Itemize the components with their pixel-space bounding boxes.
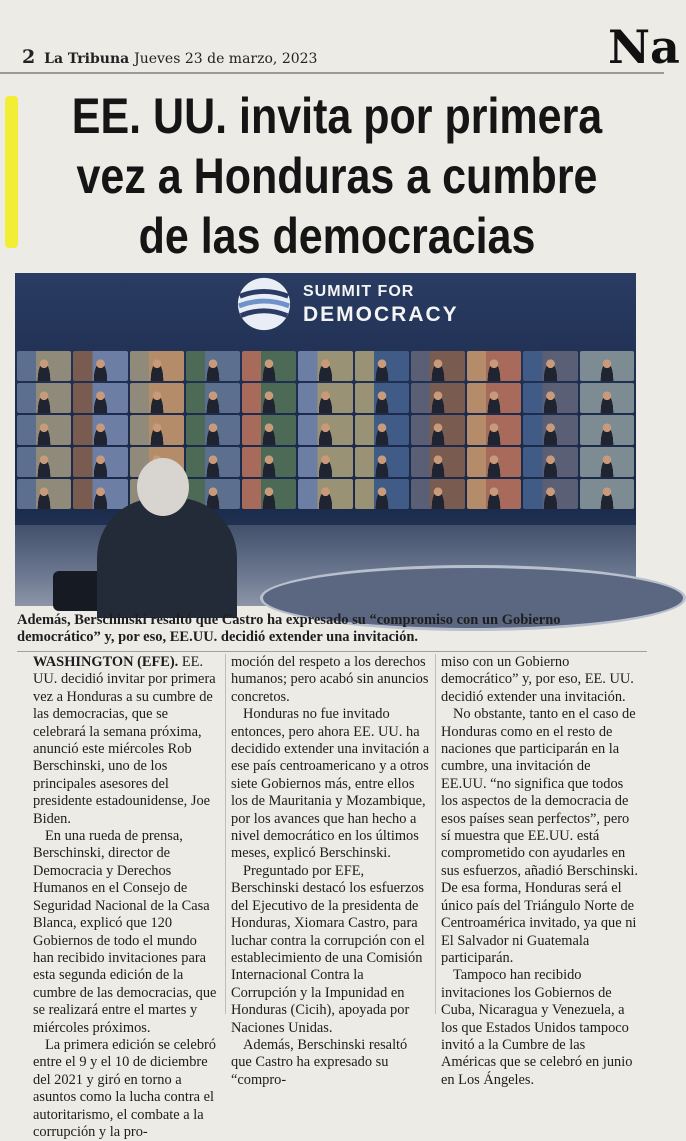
video-tile — [73, 383, 127, 413]
video-tile — [580, 447, 634, 477]
headline-line: vez a Honduras a cumbre — [76, 148, 598, 204]
video-tile — [411, 351, 465, 381]
video-tile — [523, 351, 577, 381]
video-tile — [17, 479, 71, 509]
video-tile — [242, 447, 296, 477]
paper-name: La Tribuna — [44, 51, 130, 67]
speaker-figure — [97, 498, 237, 618]
headline-line: EE. UU. invita por primera — [71, 88, 603, 144]
video-tile — [186, 447, 240, 477]
video-tile — [411, 383, 465, 413]
video-tile — [73, 351, 127, 381]
summit-banner-line2: DEMOCRACY — [303, 303, 459, 326]
video-tile — [355, 447, 409, 477]
headline — [64, 86, 609, 266]
masthead-info — [22, 46, 317, 68]
section-label: Na — [608, 20, 680, 74]
video-tile — [186, 383, 240, 413]
video-tile — [242, 383, 296, 413]
video-tile — [580, 479, 634, 509]
summit-banner — [303, 283, 459, 327]
video-tile — [467, 383, 521, 413]
video-tile — [523, 447, 577, 477]
video-tile — [411, 415, 465, 445]
article-paragraph: miso con un Gobierno democrático” y, por eso, EE. UU. decidió extender una invitación. — [441, 654, 634, 705]
video-tile — [580, 415, 634, 445]
article-paragraph: Tampoco han recibido invitaciones los Gobiernos de Cuba, Nicaragua y Venezuela, a los que Estados Unidos tampoco invitó a la Cumbre de las Américas que se celebró en junio en Los Ángeles. — [441, 967, 633, 1088]
video-tile — [523, 415, 577, 445]
video-tile — [17, 415, 71, 445]
video-tile — [580, 383, 634, 413]
video-tile — [467, 351, 521, 381]
article-text: EE. UU. decidió invitar por primera vez a Honduras a su cumbre de las democracias, que se celebrará la semana próxima, anunció este miércoles Rob Berschinski, uno de los principales asesores del presidente estadounidense, Joe Biden. — [33, 654, 216, 827]
photo-caption: Además, Berschinski resaltó que Castro ha expresado su “compromiso con un Gobierno democrático” y, por eso, EE.UU. decidió extender una invitación. — [17, 612, 561, 645]
column-rule — [225, 654, 226, 1014]
video-tile — [467, 447, 521, 477]
video-tile — [242, 415, 296, 445]
video-wall — [15, 351, 636, 509]
video-tile — [580, 351, 634, 381]
highlighter-mark — [5, 96, 18, 248]
speaker-head — [137, 458, 189, 516]
page-number: 2 — [22, 46, 36, 68]
video-tile — [242, 351, 296, 381]
video-tile — [355, 383, 409, 413]
video-tile — [130, 383, 184, 413]
article-paragraph: Honduras no fue invitado entonces, pero ahora EE. UU. ha decidido extender una invitación a ese país centroamericano y a otros siete Gobiernos más, entre ellos los de Mauritania y Mozambique, por los avances que han hecho a nivel democrático en los últimos meses, explicó Berschinski. — [231, 706, 430, 862]
headline-line: de las democracias — [138, 208, 536, 264]
article-column-3 — [441, 654, 639, 1089]
video-tile — [467, 415, 521, 445]
video-tile — [523, 479, 577, 509]
summit-banner-line1: SUMMIT FOR — [303, 283, 415, 300]
article-paragraph: Además, Berschinski resaltó que Castro ha expresado su “compro- — [231, 1036, 408, 1088]
article-paragraph: moción del respeto a los derechos humanos; pero acabó sin anuncios concretos. — [231, 654, 429, 705]
video-tile — [411, 447, 465, 477]
article-column-2 — [231, 654, 431, 1089]
video-tile — [73, 447, 127, 477]
video-tile — [130, 351, 184, 381]
article-paragraph: En una rueda de prensa, Berschinski, director de Democracia y Derechos Humanos en el Consejo de Seguridad Nacional de la Casa Blanca, explicó que 120 Gobiernos de todo el mundo han recibido invitaciones para esta segunda edición de la cumbre de las democracias, que se realizará entre el martes y miércoles próximos. — [33, 828, 217, 1036]
dateline: WASHINGTON (EFE). — [33, 654, 179, 670]
video-tile — [73, 415, 127, 445]
article-paragraph — [33, 654, 221, 828]
article-paragraph: No obstante, tanto en el caso de Honduras como en el resto de naciones que participarán en la cumbre, una invitación de EE.UU. “no significa que todos los aspectos de la democracia de esos países sean perfectos”, pero sí muestra que EE.UU. está comprometido con ayudarles en sus esfuerzos, añadió Berschinski. De esa forma, Honduras será el único país del Triángulo Norte de Centroamérica invitado, ya que ni El Salvador ni Guatemala participarán. — [441, 706, 639, 966]
divider — [17, 651, 647, 652]
video-tile — [298, 351, 352, 381]
video-tile — [186, 351, 240, 381]
video-tile — [298, 415, 352, 445]
video-tile — [17, 351, 71, 381]
video-tile — [186, 415, 240, 445]
video-tile — [355, 351, 409, 381]
video-tile — [411, 479, 465, 509]
article-photo — [15, 273, 636, 606]
video-tile — [242, 479, 296, 509]
video-tile — [298, 383, 352, 413]
video-tile — [298, 479, 352, 509]
video-tile — [355, 415, 409, 445]
masthead — [0, 0, 680, 74]
video-tile — [17, 383, 71, 413]
article-paragraph: La primera edición se celebró entre el 9 y el 10 de diciembre del 2021 y giró en torno a asuntos como la lucha contra el autoritarismo, el combate a la corrupción y la pro- — [33, 1036, 217, 1140]
article-paragraph: Preguntado por EFE, Berschinski destacó los esfuerzos del Ejecutivo de la presidenta de Honduras, Xiomara Castro, para luchar contra la corrupción con el establecimiento de una Comisión Internacional Contra la Corrupción y la Impunidad en Honduras (Cicih), apoyada por Naciones Unidas. — [231, 862, 425, 1036]
summit-logo-icon — [235, 275, 293, 333]
video-tile — [298, 447, 352, 477]
video-tile — [523, 383, 577, 413]
article-column-1 — [33, 654, 221, 1141]
video-tile — [17, 447, 71, 477]
video-tile — [355, 479, 409, 509]
video-tile — [73, 479, 127, 509]
column-rule — [435, 654, 436, 1014]
video-tile — [130, 415, 184, 445]
issue-date: Jueves 23 de marzo, 2023 — [134, 51, 318, 67]
video-tile — [467, 479, 521, 509]
